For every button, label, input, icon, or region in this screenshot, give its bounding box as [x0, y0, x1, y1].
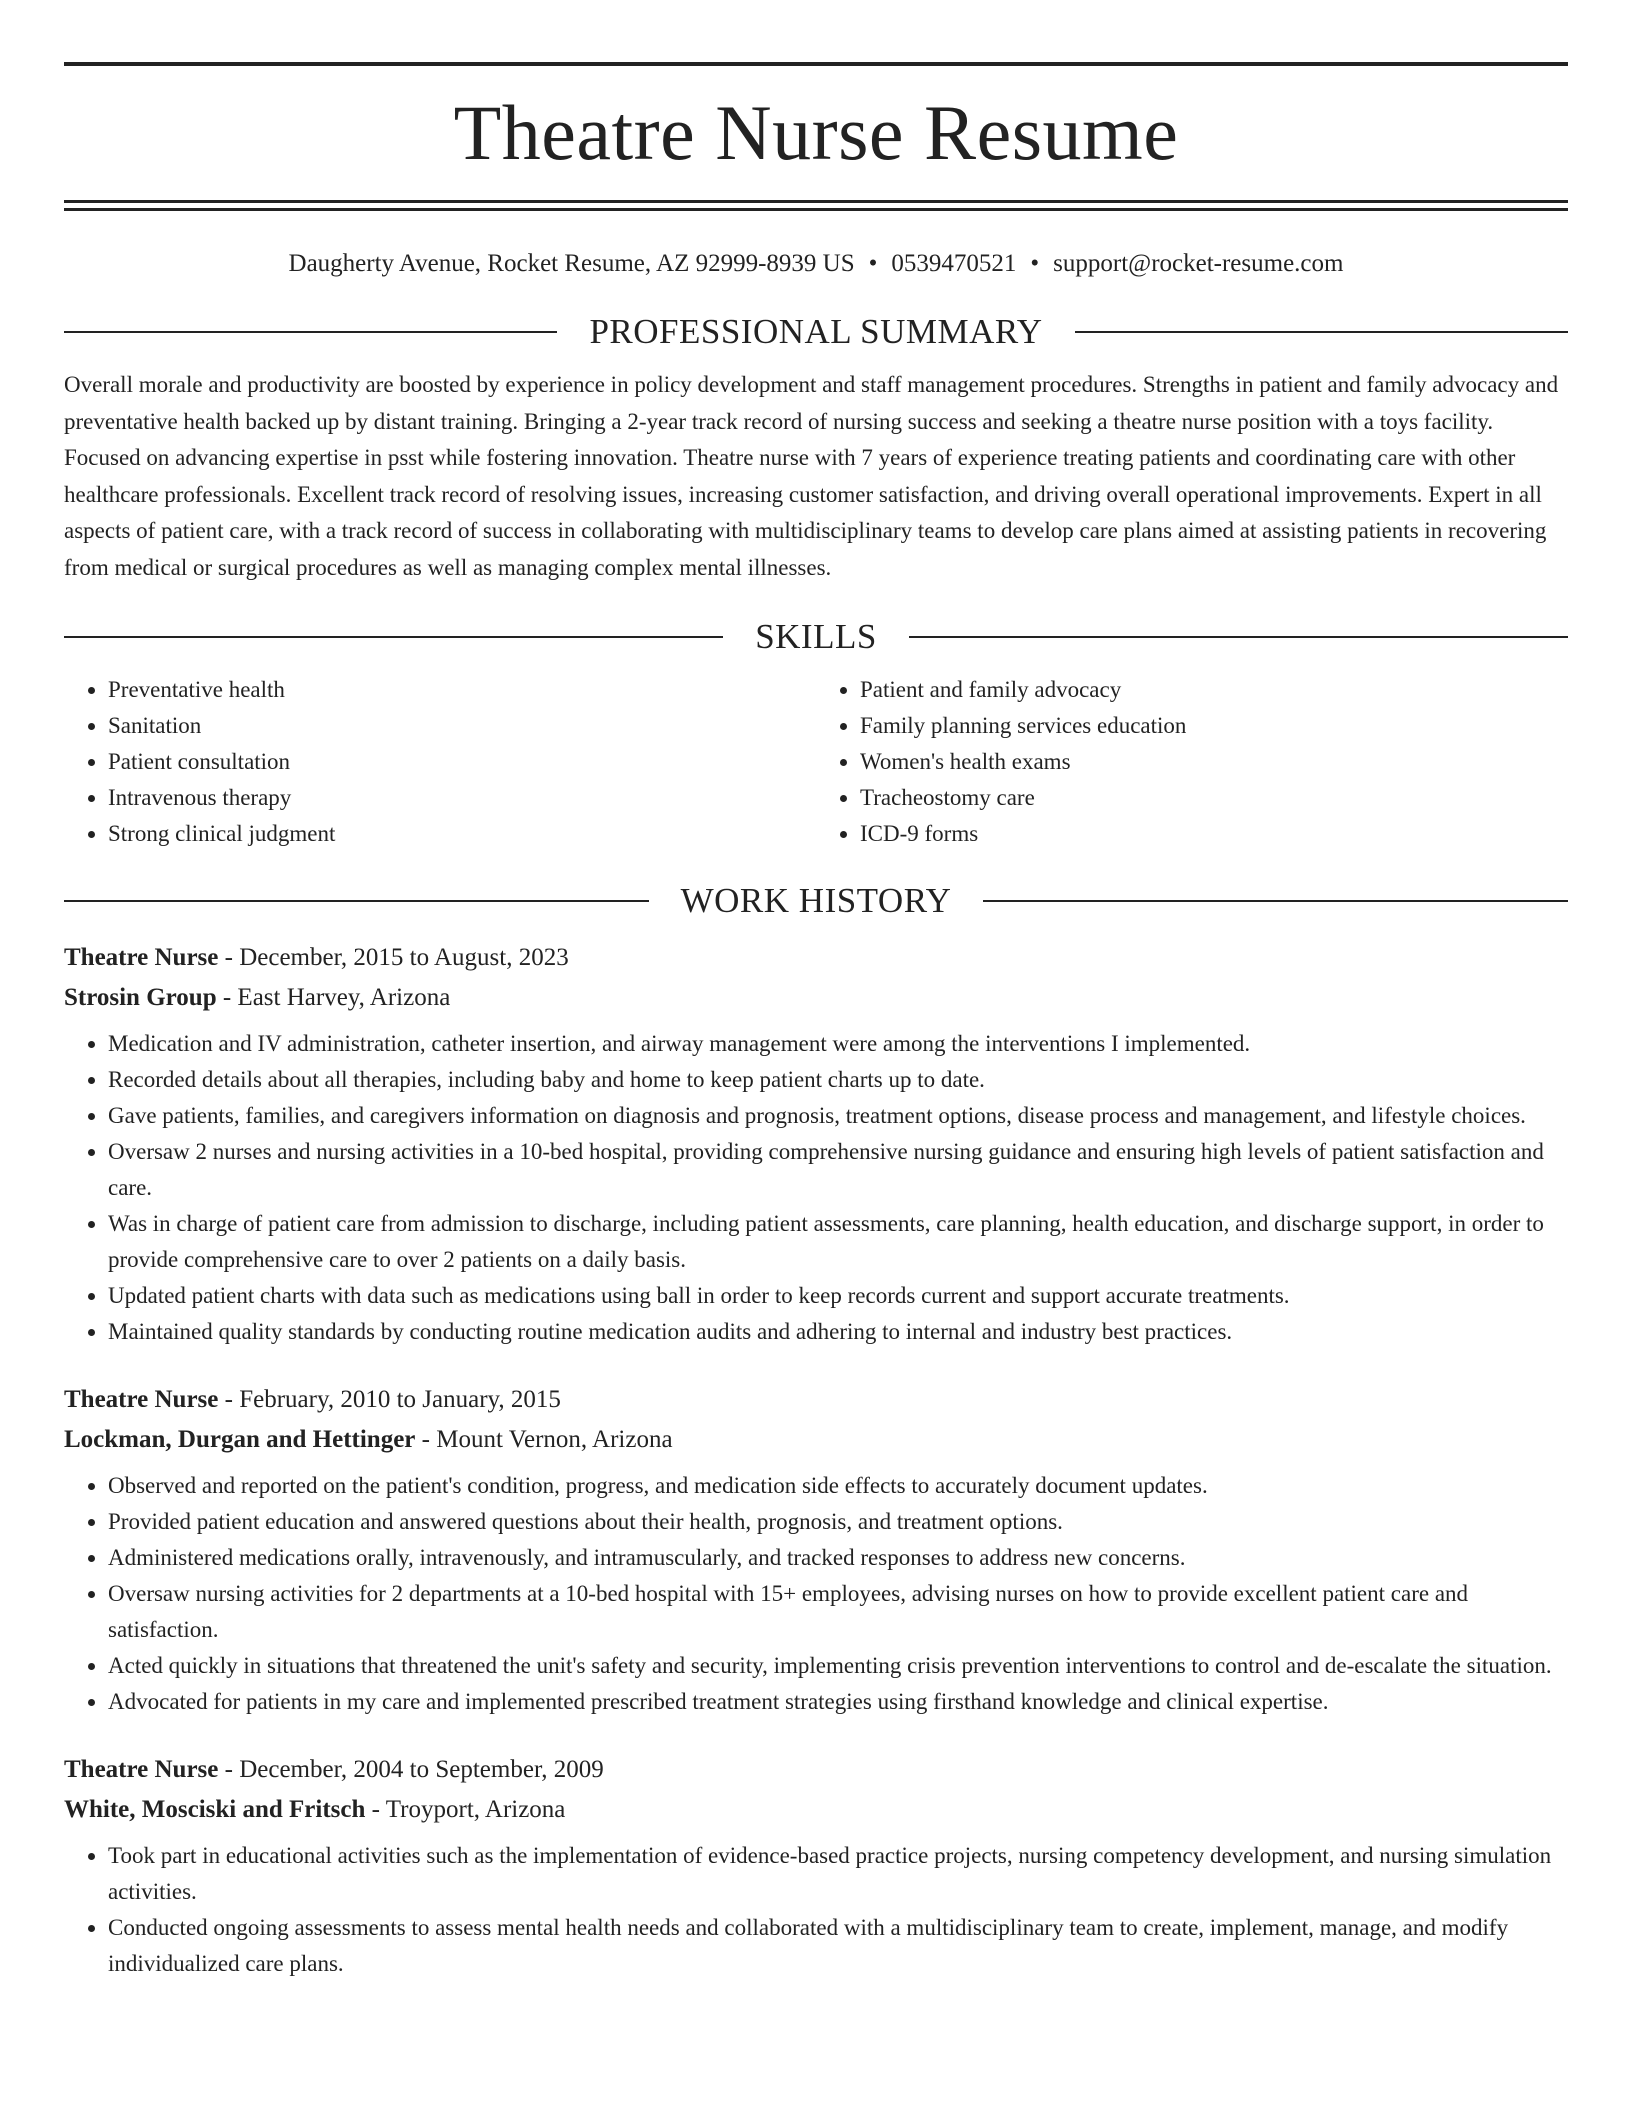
heading-rule-left — [64, 900, 649, 902]
contact-separator: • — [868, 250, 878, 277]
skills-heading — [64, 616, 1568, 658]
job-entry — [64, 1380, 1568, 1720]
job-title-line — [64, 1380, 1568, 1420]
top-rule — [64, 62, 1568, 66]
contact-email: support@rocket-resume.com — [1053, 250, 1344, 277]
contact-separator: • — [1030, 250, 1040, 277]
summary-heading — [64, 311, 1568, 353]
job-location: - East Harvey, Arizona — [216, 984, 451, 1011]
work-history-heading-label: WORK HISTORY — [680, 881, 952, 920]
summary-text: Overall morale and productivity are boosted by experience in policy development and staff management procedures. Strengths in patient and family advocacy and preventative health backed up by distant training. Bringing a 2-year track record of nursing success and seeking a theatre nurse position with a toys facility. Focused on advancing expertise in psst while fostering innovation. Theatre nurse with 7 years of experience treating patients and coordinating care with other healthcare professionals. Excellent track record of resolving issues, increasing customer satisfaction, and driving overall operational improvements. Expert in all aspects of patient care, with a track record of success in collaborating with multidisciplinary teams to develop care plans aimed at assisting patients in recovering from medical or surgical procedures as well as managing complex mental illnesses. — [64, 372, 1559, 580]
job-bullets — [64, 1026, 1568, 1350]
job-bullets — [64, 1838, 1568, 1982]
job-bullet: • Updated patient charts with data such as medications using ball in order to keep records current and support accurate treatments. — [108, 1278, 1568, 1314]
skill-item: • Patient and family advocacy — [860, 672, 1568, 708]
job-company: Lockman, Durgan and Hettinger — [64, 1426, 416, 1453]
job-bullet: • Provided patient education and answered questions about their health, prognosis, and treatment options. — [108, 1504, 1568, 1540]
job-bullet: • Medication and IV administration, catheter insertion, and airway management were among the interventions I implemented. — [108, 1026, 1568, 1062]
job-entry — [64, 1750, 1568, 1982]
job-bullet: • Took part in educational activities such as the implementation of evidence-based practice projects, nursing competency development, and nursing simulation activities. — [108, 1838, 1568, 1910]
skill-item: • Intravenous therapy — [108, 780, 816, 816]
skills-column-left — [64, 672, 816, 852]
heading-rule-left — [64, 331, 557, 333]
job-bullet: • Oversaw 2 nurses and nursing activities in a 10-bed hospital, providing comprehensive nursing guidance and ensuring high levels of patient satisfaction and care. — [108, 1134, 1568, 1206]
job-bullet: • Conducted ongoing assessments to assess mental health needs and collaborated with a multidisciplinary team to create, implement, manage, and modify individualized care plans. — [108, 1910, 1568, 1982]
job-location: - Mount Vernon, Arizona — [415, 1426, 673, 1453]
job-dates: - February, 2010 to January, 2015 — [218, 1386, 561, 1413]
resume-title: Theatre Nurse Resume — [453, 89, 1179, 176]
heading-rule-right — [983, 900, 1568, 902]
job-title: Theatre Nurse — [64, 1386, 219, 1413]
job-bullet: • Oversaw nursing activities for 2 departments at a 10-bed hospital with 15+ employees, advising nurses on how to provide excellent patient care and satisfaction. — [108, 1576, 1568, 1648]
heading-rule-left — [64, 636, 723, 638]
skill-item: • Sanitation — [108, 708, 816, 744]
skills-heading-label: SKILLS — [755, 617, 877, 656]
job-location: - Troyport, Arizona — [365, 1796, 566, 1823]
job-dates: - December, 2004 to September, 2009 — [218, 1756, 604, 1783]
job-title: Theatre Nurse — [64, 1756, 219, 1783]
skill-item: • Preventative health — [108, 672, 816, 708]
job-company-line — [64, 1420, 1568, 1460]
job-company-line — [64, 978, 1568, 1018]
skill-item: • Strong clinical judgment — [108, 816, 816, 852]
work-history-heading — [64, 880, 1568, 922]
contact-line — [64, 249, 1568, 279]
skills-column-right — [816, 672, 1568, 852]
skill-item: • Family planning services education — [860, 708, 1568, 744]
contact-phone: 0539470521 — [891, 250, 1017, 277]
job-title: Theatre Nurse — [64, 944, 219, 971]
job-title-line — [64, 1750, 1568, 1790]
skill-item: • Patient consultation — [108, 744, 816, 780]
job-title-line — [64, 938, 1568, 978]
heading-rule-right — [909, 636, 1568, 638]
resume-page — [64, 0, 1568, 1982]
skills-list — [64, 672, 1568, 852]
job-company: White, Mosciski and Fritsch — [64, 1796, 366, 1823]
contact-address: Daugherty Avenue, Rocket Resume, AZ 92999-8939 US — [288, 250, 855, 277]
job-dates: - December, 2015 to August, 2023 — [218, 944, 569, 971]
job-bullet: • Acted quickly in situations that threatened the unit's safety and security, implementing crisis prevention interventions to control and de-escalate the situation. — [108, 1648, 1568, 1684]
job-bullet: • Recorded details about all therapies, including baby and home to keep patient charts up to date. — [108, 1062, 1568, 1098]
job-company-line — [64, 1790, 1568, 1830]
title-double-rule — [64, 200, 1568, 211]
heading-rule-right — [1075, 331, 1568, 333]
job-bullet: • Was in charge of patient care from admission to discharge, including patient assessments, care planning, health education, and discharge support, in order to provide comprehensive care to over 2 patients on a daily basis. — [108, 1206, 1568, 1278]
job-bullet: • Advocated for patients in my care and implemented prescribed treatment strategies using firsthand knowledge and clinical expertise. — [108, 1684, 1568, 1720]
skill-item: • Tracheostomy care — [860, 780, 1568, 816]
job-bullets — [64, 1468, 1568, 1720]
skill-item: • Women's health exams — [860, 744, 1568, 780]
job-company: Strosin Group — [64, 984, 217, 1011]
skill-item: • ICD-9 forms — [860, 816, 1568, 852]
job-entry — [64, 938, 1568, 1350]
job-bullet: • Observed and reported on the patient's condition, progress, and medication side effects to accurately document updates. — [108, 1468, 1568, 1504]
job-bullet: • Maintained quality standards by conducting routine medication audits and adhering to internal and industry best practices. — [108, 1314, 1568, 1350]
summary-heading-label: PROFESSIONAL SUMMARY — [589, 312, 1043, 351]
job-bullet: • Administered medications orally, intravenously, and intramuscularly, and tracked responses to address new concerns. — [108, 1540, 1568, 1576]
job-bullet: • Gave patients, families, and caregivers information on diagnosis and prognosis, treatment options, disease process and management, and lifestyle choices. — [108, 1098, 1568, 1134]
